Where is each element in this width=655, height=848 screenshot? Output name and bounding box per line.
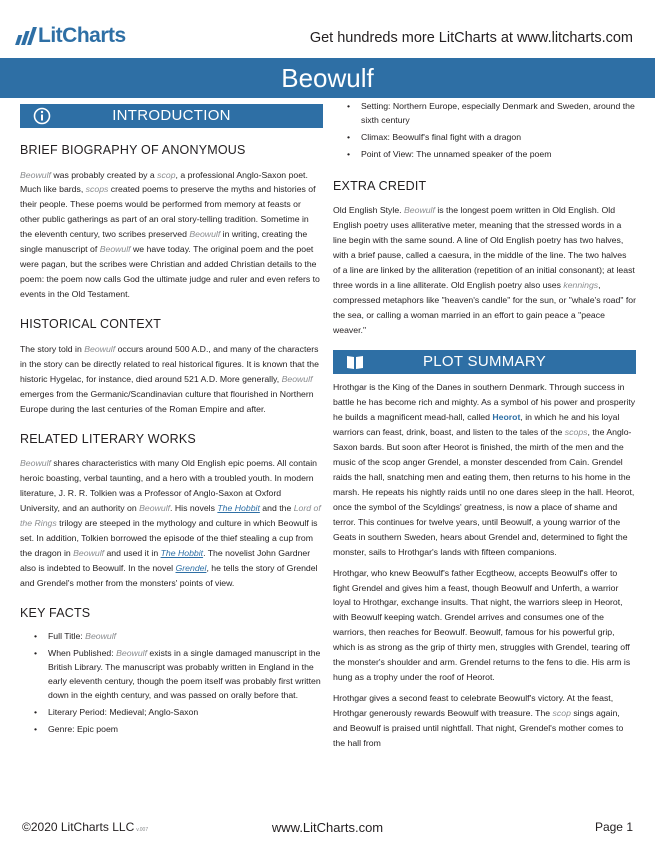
- heorot-link[interactable]: Heorot: [492, 411, 521, 422]
- page-footer: [0, 820, 655, 840]
- list-item: • Full Title: Beowulf: [34, 630, 323, 644]
- page-title: Beowulf: [0, 58, 655, 98]
- extra-credit-heading: EXTRA CREDIT: [333, 178, 427, 193]
- page-header: [0, 0, 655, 58]
- litcharts-logo[interactable]: [18, 24, 126, 48]
- bio-heading: BRIEF BIOGRAPHY OF ANONYMOUS: [20, 143, 246, 157]
- plot-paragraph-2: Hrothgar, who knew Beowulf's father Ecgtheow, accepts Beowulf's offer to fight Grendel and gives him a feast, though Beowulf and Unferth, a warrior loyal to Hrothgar, exchange insults. That night, the warriors sleep in Heorot, with Beowulf keeping watch. Grendel arrives and consumes one of the warriors, then reaches for Beowulf. Beowulf, famous for his powerful grip, which is as strong as the grip of thirty men, struggles with Grendel, tearing off the monster's shoulder and arm. Grendel returns to the fens to die. His arm is hung as a trophy under the roof of Heorot.: [333, 567, 631, 683]
- key-facts-list-continued: [333, 100, 636, 162]
- related-heading: RELATED LITERARY WORKS: [20, 431, 196, 446]
- hobbit-link-2[interactable]: The Hobbit: [160, 547, 204, 558]
- related-paragraph: Beowulf shares characteristics with many Old English epic poems. All contain heroic boasting, verbal taunting, and a hero with a troubled youth. In modern literature, J. R. R. Tolkien was a Professor of Anglo-Saxon at Oxford University, and an authority on Beowulf. His novels The Hobbit and the Lord of the Rings trilogy are steeped in the mythology and culture in which Beowulf is set. In addition, Tolkien borrowed the episode of the thief stealing a cup from the dragon in Beowulf and used it in The Hobbit. The novelist John Gardner also is indebted to Beowulf. In the novel Grendel, he tells the story of Grendel and Grendel's mother from the monsters' points of view.: [20, 458, 321, 588]
- book-icon: [333, 354, 377, 370]
- list-item: • Climax: Beowulf's final fight with a dragon: [347, 131, 636, 145]
- list-item: • When Published: Beowulf exists in a single damaged manuscript in the British Library. The manuscript was probably written in England in the early eleventh century, though the poem itself was probably first written down in the eighth century, and was passed on orally before that.: [34, 647, 323, 703]
- grendel-link[interactable]: Grendel: [175, 562, 207, 573]
- version: v.007: [136, 827, 149, 833]
- copyright: ©2020 LitCharts LLC v.007: [22, 820, 149, 834]
- context-heading: HISTORICAL CONTEXT: [20, 317, 162, 332]
- key-facts-list: [20, 630, 323, 736]
- introduction-banner: [20, 104, 323, 128]
- facts-heading: KEY FACTS: [20, 605, 91, 620]
- header-tagline: Get hundreds more LitCharts at www.litcharts.com: [309, 30, 633, 46]
- list-item: • Genre: Epic poem: [34, 723, 323, 737]
- footer-url[interactable]: www.LitCharts.com: [271, 820, 384, 835]
- introduction-label: INTRODUCTION: [112, 107, 231, 125]
- info-icon: [20, 107, 64, 125]
- bio-paragraph: Beowulf was probably created by a scop, a professional Anglo-Saxon poet. Much like bards, scops created poems to preserve the myths and histories of their people. These poems would be performed from memory at feasts or other public gatherings as part of an oral story-telling tradition. Sometime in the eleventh century, two scribes preserved Beowulf in writing, creating the single manuscript of Beowulf we have today. The original poem and the poet were pagan, but the scribes were Christian and added Christian details to the poem: the poem now calls God the ultimate judge and ruler and even refers to events in the Old Testament.: [20, 169, 320, 300]
- left-column: [20, 104, 323, 740]
- context-paragraph: The story told in Beowulf occurs around 500 A.D., and many of the characters in the story can be directly related to real historical figures. It is known that the historic Hygelac, for instance, died around 521 A.D. More generally, Beowulf emerges from the Germanic/Scandinavian culture that flourished in Northern Europe during the last centuries of the Roman Empire and after.: [20, 343, 319, 414]
- list-item: • Setting: Northern Europe, especially Denmark and Sweden, around the sixth century: [347, 100, 636, 128]
- plot-paragraph-3: Hrothgar gives a second feast to celebrate Beowulf's victory. At the feast, Hrothgar generously rewards Beowulf with treasure. The scop sings again, and Beowulf is praised until nightfall. That night, Grendel's mother comes to the hall from: [333, 693, 624, 749]
- right-column: [333, 100, 636, 757]
- plot-summary-label: PLOT SUMMARY: [422, 353, 547, 371]
- page-number: Page 1: [594, 820, 633, 834]
- extra-credit-paragraph: Old English Style. Beowulf is the longest poem written in Old English. Old English poetry uses alliterative meter, meaning that the stressed words in a line begin with the same sound. A line of Old English poetry has two halves, with a brief pause, called a caesura, in the middle of the line. The two halves of a line are linked by the alliteration (repetition of an initial consonant); at least three words in a line alliterate. Old English poetry also uses kennings, compressed metaphors like "heaven's candle" for the sun, or "whale's road" for the sea, or calling a woman married in an effort to gain peace a "peace weaver.": [333, 205, 636, 335]
- hobbit-link[interactable]: The Hobbit: [217, 502, 260, 513]
- list-item: • Point of View: The unnamed speaker of the poem: [347, 148, 636, 162]
- plot-summary-banner: [333, 350, 636, 374]
- list-item: • Literary Period: Medieval; Anglo-Saxon: [34, 706, 323, 720]
- plot-paragraph-1: Hrothgar is the King of the Danes in southern Denmark. Through success in battle he has become rich and mighty. As a symbol of his power and prosperity he builds a magnificent mead-hall, called Heorot, in which he and his loyal warriors can feast, drink, boast, and listen to the tales of the scops, the Anglo-Saxon bards. But soon after Heorot is finished, the mirth of the men and the music of the scop anger Grendel, a monster descended from Cain. Grendel raids the hall, snatching men and eating them, then returns to his home in the marsh. He repeats his nightly raids until no one dares sleep in the hall. Heorot, once the symbol of the Scyldings' greatness, is now a place of shame and terror. This continues for twelve years, until Beowulf, a young warrior of the Geats in southern Sweden, hears about Grendel and, determined to fight the monster, sails to Hrothgar's lands with fifteen companions.: [333, 381, 636, 557]
- logo-text: LitCharts: [38, 24, 126, 47]
- logo-bars-icon: [15, 27, 37, 45]
